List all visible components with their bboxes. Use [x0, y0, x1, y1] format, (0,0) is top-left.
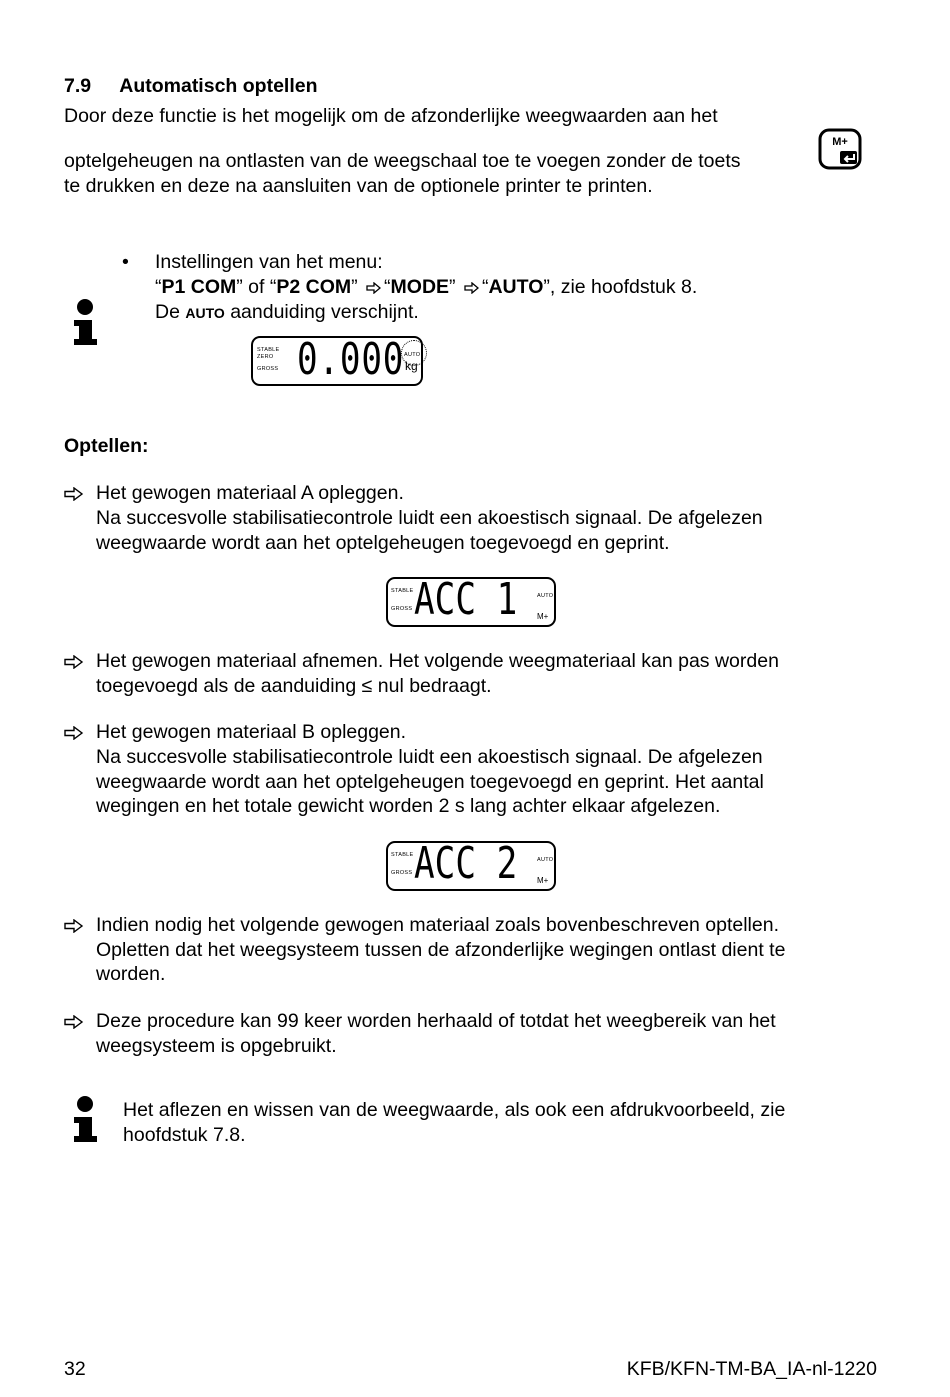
- p1-com: P1 COM: [161, 276, 237, 298]
- auto-indicator: AUTO: [537, 857, 554, 863]
- note-line-1: Het aflezen en wissen van de weegwaarde, als ook een afdrukvoorbeeld, zie: [123, 1099, 786, 1121]
- step4-line-2: Opletten dat het weegsysteem tussen de afzonderlijke wegingen ontlast dient te: [96, 939, 786, 961]
- settings-tail: ”, zie hoofdstuk 8.: [543, 276, 698, 298]
- unit-label: kg: [405, 359, 418, 373]
- document-id: KFB/KFN-TM-BA_IA-nl-1220: [626, 1358, 877, 1380]
- step2-line-2: toegevoegd als de aanduiding ≤ nul bedraagt.: [96, 675, 492, 697]
- subheading: Optellen:: [64, 435, 149, 457]
- intro-line-1: Door deze functie is het mogelijk om de afzonderlijke weegwaarden aan het: [64, 105, 718, 127]
- lcd-display-acc1: [386, 574, 556, 627]
- m-plus-key-icon: [818, 128, 862, 170]
- step5-line-1: Deze procedure kan 99 keer worden herhaald of totdat het weegbereik van het: [96, 1010, 776, 1032]
- settings-line-1: Instellingen van het menu:: [155, 251, 383, 273]
- settings-line-2: [155, 275, 697, 299]
- step3-line-1: Het gewogen materiaal B opleggen.: [96, 721, 407, 743]
- key-label: M+: [832, 136, 848, 148]
- step-arrow-icon: [64, 1015, 84, 1029]
- auto-indicator: AUTO: [404, 352, 421, 358]
- quote: “: [155, 276, 162, 298]
- quote: “: [481, 276, 489, 298]
- arrow-icon: [464, 282, 479, 294]
- step4-line-3: worden.: [96, 963, 166, 985]
- of-text: ” of “: [236, 276, 277, 298]
- auto-small-label: AUTO: [185, 305, 225, 321]
- auto-label: AUTO: [488, 276, 544, 298]
- step1-line-2: Na succesvolle stabilisatiecontrole luidt een akoestisch signaal. De afgelezen: [96, 507, 763, 529]
- step3-line-4: wegingen en het totale gewicht worden 2 s lang achter elkaar afgelezen.: [96, 795, 721, 817]
- stable-indicator: STABLE: [391, 588, 414, 594]
- step3-line-2: Na succesvolle stabilisatiecontrole luidt een akoestisch signaal. De afgelezen: [96, 746, 763, 768]
- zero-indicator: ZERO: [257, 354, 274, 360]
- quote: ”: [351, 276, 358, 298]
- quote: ”: [449, 276, 456, 298]
- stable-indicator: STABLE: [391, 852, 414, 858]
- intro-line-2: optelgeheugen na ontlasten van de weegschaal toe te voegen zonder de toets: [64, 150, 741, 172]
- intro-line-3: te drukken en deze na aansluiten van de optionele printer te printen.: [64, 175, 653, 197]
- lcd-value: ACC 2: [414, 838, 518, 889]
- p2-com: P2 COM: [276, 276, 352, 298]
- section-title: Automatisch optellen: [119, 75, 318, 97]
- info-icon: [70, 1095, 110, 1145]
- note-line-2: hoofdstuk 7.8.: [123, 1124, 246, 1146]
- lcd-display-auto: [251, 336, 423, 386]
- step2-line-1: Het gewogen materiaal afnemen. Het volgende weegmateriaal kan pas worden: [96, 650, 779, 672]
- bullet: •: [122, 251, 129, 273]
- section-number: 7.9: [64, 75, 92, 97]
- gross-indicator: GROSS: [391, 606, 413, 612]
- step1-line-3: weegwaarde wordt aan het optelgeheugen toegevoegd en geprint.: [96, 532, 670, 554]
- m-plus-indicator: M+: [537, 612, 549, 621]
- section-heading: [64, 74, 318, 98]
- m-plus-indicator: M+: [537, 876, 549, 885]
- quote: “: [384, 276, 391, 298]
- info-icon: [70, 298, 110, 348]
- step-arrow-icon: [64, 919, 84, 933]
- de-text: De: [155, 301, 180, 323]
- stable-indicator: STABLE: [257, 347, 280, 353]
- step-arrow-icon: [64, 726, 84, 740]
- arrow-icon: [366, 282, 381, 294]
- settings-line-3-post: aanduiding verschijnt.: [230, 301, 419, 323]
- settings-line-3: [155, 300, 419, 325]
- lcd-value: ACC 1: [414, 574, 518, 625]
- auto-indicator: AUTO: [537, 593, 554, 599]
- step-arrow-icon: [64, 655, 84, 669]
- step3-line-3: weegwaarde wordt aan het optelgeheugen toegevoegd en geprint. Het aantal: [96, 771, 764, 793]
- lcd-value: 0.000: [297, 334, 405, 385]
- step5-line-2: weegsysteem is opgebruikt.: [96, 1035, 337, 1057]
- step1-line-1: Het gewogen materiaal A opleggen.: [96, 482, 404, 504]
- gross-indicator: GROSS: [257, 366, 279, 372]
- page-number: 32: [64, 1358, 86, 1380]
- lcd-display-acc2: [386, 838, 556, 891]
- step-arrow-icon: [64, 487, 84, 501]
- gross-indicator: GROSS: [391, 870, 413, 876]
- step4-line-1: Indien nodig het volgende gewogen materiaal zoals bovenbeschreven optellen.: [96, 914, 779, 936]
- mode-label: MODE: [390, 276, 450, 298]
